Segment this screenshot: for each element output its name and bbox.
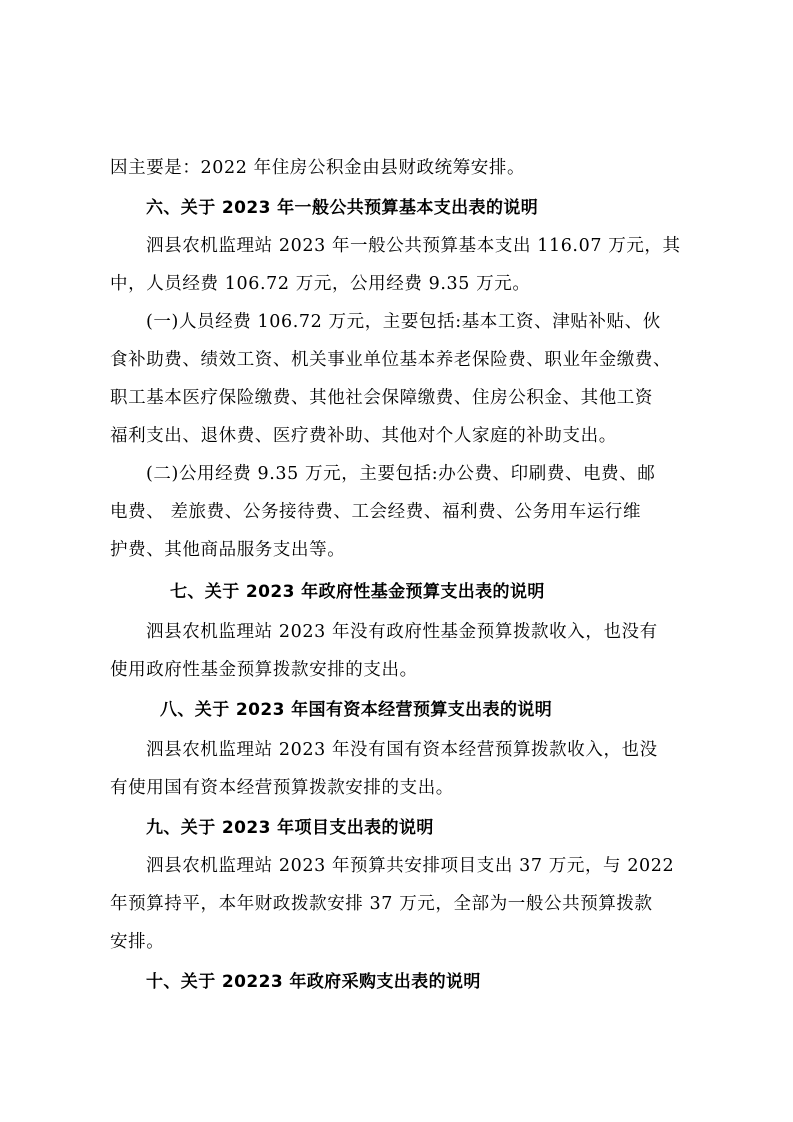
paragraph-line: 因主要是：2022 年住房公积金由县财政统筹安排。 [110, 158, 526, 178]
paragraph-line: 泗县农机监理站 2023 年没有政府性基金预算拨款收入，也没有 [146, 622, 658, 642]
section-heading-7: 七、关于 2023 年政府性基金预算支出表的说明 [170, 582, 545, 602]
paragraph-line: 电费、 差旅费、公务接待费、工会经费、福利费、公务用车运行维 [110, 502, 642, 522]
section-heading-9: 九、关于 2023 年项目支出表的说明 [146, 818, 434, 838]
paragraph-line: 护费、其他商品服务支出等。 [110, 540, 346, 560]
section-heading-8: 八、关于 2023 年国有资本经营预算支出表的说明 [160, 700, 553, 720]
paragraph-line: 泗县农机监理站 2023 年一般公共预算基本支出 116.07 万元，其 [146, 236, 681, 256]
paragraph-line: 泗县农机监理站 2023 年预算共安排项目支出 37 万元，与 2022 [146, 856, 675, 876]
section-heading-10: 十、关于 20223 年政府采购支出表的说明 [146, 972, 481, 992]
paragraph-line: 食补助费、绩效工资、机关事业单位基本养老保险费、职业年金缴费、 [110, 350, 672, 370]
paragraph-line: 有使用国有资本经营预算拨款安排的支出。 [110, 778, 454, 798]
paragraph-line: 职工基本医疗保险缴费、其他社会保障缴费、住房公积金、其他工资 [110, 388, 653, 408]
paragraph-line: 安排。 [110, 932, 165, 952]
paragraph-line: 泗县农机监理站 2023 年没有国有资本经营预算拨款收入，也没 [146, 740, 658, 760]
section-heading-6: 六、关于 2023 年一般公共预算基本支出表的说明 [146, 198, 539, 218]
paragraph-line: (一)人员经费 106.72 万元，主要包括:基本工资、津贴补贴、伙 [146, 312, 661, 332]
paragraph-line: 年预算持平，本年财政拨款安排 37 万元，全部为一般公共预算拨款 [110, 894, 653, 914]
paragraph-line: 福利支出、退休费、医疗费补助、其他对个人家庭的补助支出。 [110, 426, 617, 446]
paragraph-line: 使用政府性基金预算拨款安排的支出。 [110, 660, 418, 680]
paragraph-line: (二)公用经费 9.35 万元，主要包括:办公费、印刷费、电费、邮 [146, 464, 656, 484]
paragraph-line: 中，人员经费 106.72 万元，公用经费 9.35 万元。 [110, 274, 531, 294]
